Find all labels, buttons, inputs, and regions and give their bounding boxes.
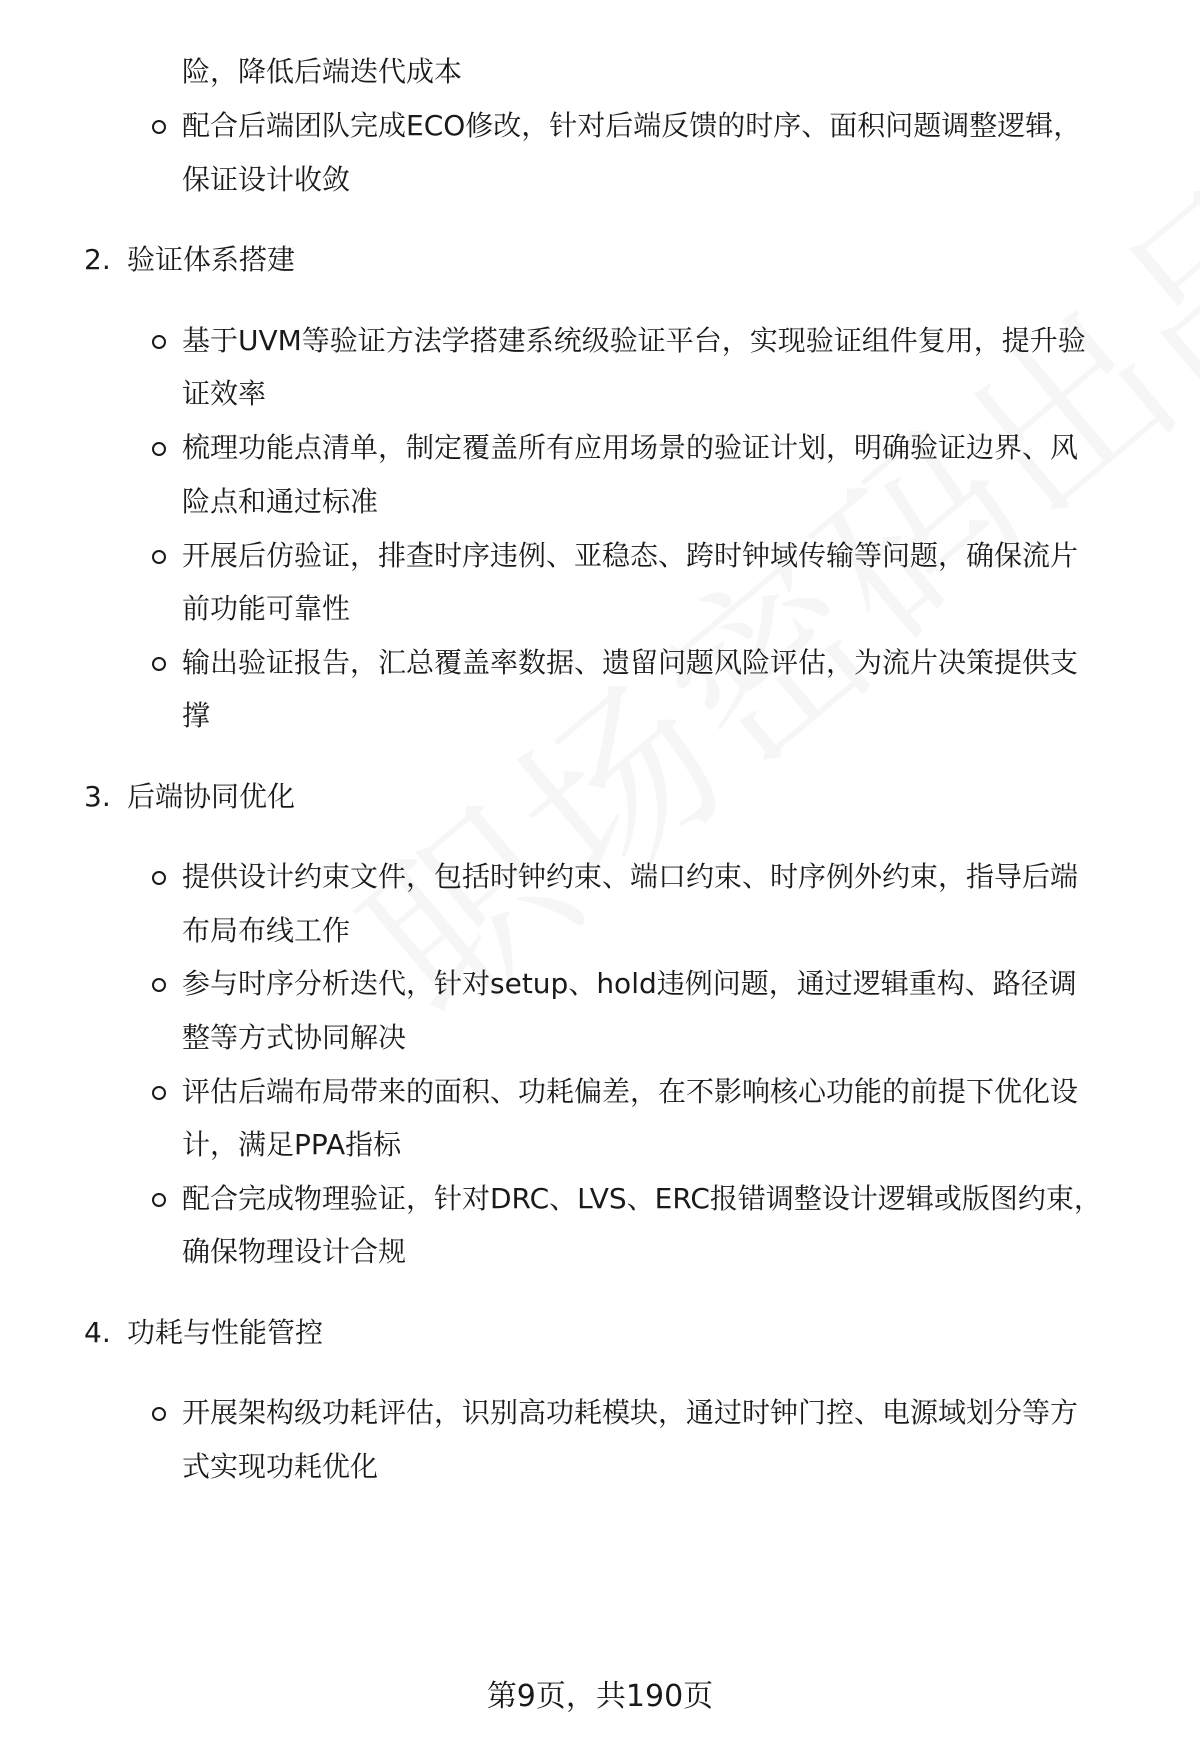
list-item-line: 证效率: [182, 377, 267, 410]
page-number-footer: 第9页，共190页: [486, 1679, 714, 1714]
bullet-icon: [152, 657, 166, 671]
bullet-icon: [152, 1193, 166, 1207]
list-item-line: 参与时序分析迭代，针对setup、hold违例问题，通过逻辑重构、路径调: [182, 967, 1077, 1000]
list-item-line: 整等方式协同解决: [182, 1021, 407, 1054]
bullet-icon: [152, 871, 166, 885]
list-item-line: 布局布线工作: [182, 914, 351, 947]
section-title: 验证体系搭建: [127, 243, 296, 276]
list-item-line: 基于UVM等验证方法学搭建系统级验证平台，实现验证组件复用，提升验: [182, 324, 1086, 357]
bullet-icon: [152, 978, 166, 992]
bullet-icon: [152, 1086, 166, 1100]
list-item-line: 输出验证报告，汇总覆盖率数据、遗留问题风险评估，为流片决策提供支: [182, 646, 1079, 679]
bullet-icon: [152, 442, 166, 456]
list-item-line: 梳理功能点清单，制定覆盖所有应用场景的验证计划，明确验证边界、风: [182, 431, 1079, 464]
list-item-line: 开展架构级功耗评估，识别高功耗模块，通过时钟门控、电源域划分等方: [182, 1396, 1079, 1429]
list-item-line: 开展后仿验证，排查时序违例、亚稳态、跨时钟域传输等问题，确保流片: [182, 539, 1079, 572]
section-number: 2.: [84, 243, 111, 276]
list-item-line: 提供设计约束文件，包括时钟约束、端口约束、时序例外约束，指导后端: [182, 860, 1079, 893]
bullet-icon: [152, 120, 166, 134]
paragraph-line: 险，降低后端迭代成本: [182, 55, 463, 88]
bullet-icon: [152, 1407, 166, 1421]
list-item-line: 险点和通过标准: [182, 485, 379, 518]
section-number: 4.: [84, 1316, 111, 1349]
list-item-line: 撑: [182, 699, 211, 732]
list-item-line: 前功能可靠性: [182, 592, 351, 625]
section-number: 3.: [84, 780, 111, 813]
section-title: 功耗与性能管控: [127, 1316, 324, 1349]
bullet-icon: [152, 550, 166, 564]
list-item-line: 评估后端布局带来的面积、功耗偏差，在不影响核心功能的前提下优化设: [182, 1075, 1079, 1108]
list-item-line: 保证设计收敛: [182, 163, 351, 196]
list-item-line: 配合完成物理验证，针对DRC、LVS、ERC报错调整设计逻辑或版图约束，: [182, 1182, 1102, 1215]
section-title: 后端协同优化: [127, 780, 296, 813]
list-item-line: 式实现功耗优化: [182, 1450, 379, 1483]
bullet-icon: [152, 335, 166, 349]
list-item-line: 确保物理设计合规: [182, 1235, 407, 1268]
list-item-line: 计，满足PPA指标: [182, 1128, 402, 1161]
watermark: [300, 104, 1200, 1069]
list-item-line: 配合后端团队完成ECO修改，针对后端反馈的时序、面积问题调整逻辑，: [182, 109, 1082, 142]
